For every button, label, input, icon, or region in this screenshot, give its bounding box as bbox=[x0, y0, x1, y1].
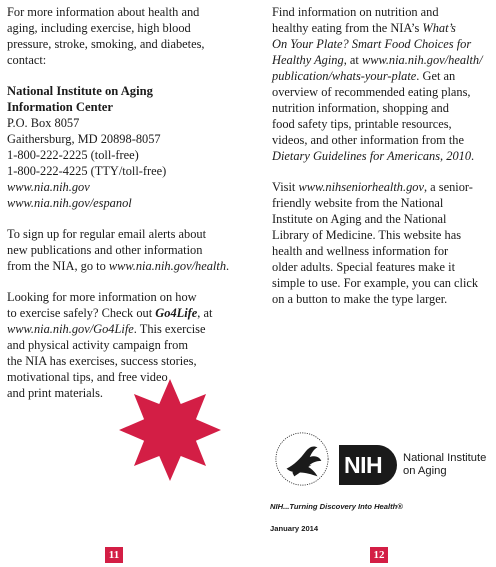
intro-line: pressure, stroke, smoking, and diabetes, bbox=[7, 37, 205, 51]
phone-tollfree: 1-800-222-2225 (toll-free) bbox=[7, 148, 139, 162]
nia-website-link[interactable]: www.nia.nih.gov bbox=[7, 180, 90, 194]
org-name: Information Center bbox=[7, 100, 113, 114]
food-line: overview of recommended eating plans, bbox=[272, 85, 471, 99]
hhs-seal-icon bbox=[273, 430, 331, 488]
food-line: healthy eating from the NIA’s bbox=[272, 21, 423, 35]
senior-line: on a button to make the type larger. bbox=[272, 292, 448, 306]
exercise-line: , at bbox=[197, 306, 213, 320]
alerts-line: To sign up for regular email alerts about bbox=[7, 227, 207, 241]
publication-title: On Your Plate? Smart Food Choices for bbox=[272, 37, 472, 51]
exercise-line: to exercise safely? Check out bbox=[7, 306, 156, 320]
go4life-name: Go4Life bbox=[155, 306, 198, 320]
nihseniorhealth-link[interactable]: www.nihseniorhealth.gov bbox=[298, 180, 424, 194]
publication-title: What’s bbox=[422, 21, 456, 35]
exercise-line: motivational tips, and free video bbox=[7, 370, 168, 384]
senior-line: health and wellness information for bbox=[272, 244, 449, 258]
senior-line: Visit bbox=[272, 180, 299, 194]
senior-line: friendly website from the National bbox=[272, 196, 444, 210]
nih-logo bbox=[339, 445, 397, 485]
senior-line: , a senior- bbox=[423, 180, 473, 194]
address-line: Gaithersburg, MD 20898-8057 bbox=[7, 132, 161, 146]
nia-spanish-link[interactable]: www.nia.nih.gov/espanol bbox=[7, 196, 132, 210]
address-line: P.O. Box 8057 bbox=[7, 116, 80, 130]
nih-logo-text: NIH bbox=[344, 452, 383, 478]
intro-paragraph bbox=[7, 4, 233, 68]
right-column-text bbox=[272, 4, 494, 322]
exercise-line: and physical activity campaign from bbox=[7, 338, 188, 352]
alerts-paragraph bbox=[7, 226, 233, 274]
red-star-icon bbox=[118, 378, 222, 482]
food-line: videos, and other information from the bbox=[272, 133, 465, 147]
food-line: , at bbox=[343, 53, 362, 67]
nia-name-line: National Institute bbox=[403, 452, 487, 464]
exercise-line: and print materials. bbox=[7, 386, 103, 400]
nih-tagline: NIH...Turning Discovery Into Health® bbox=[270, 502, 403, 511]
whats-your-plate-link[interactable]: www.nia.nih.gov/health/ bbox=[361, 53, 483, 67]
dietary-guidelines-title: Dietary Guidelines for Americans, 2010 bbox=[272, 149, 472, 163]
nia-name-line: on Aging bbox=[403, 465, 447, 477]
page-number: 12 bbox=[370, 547, 388, 563]
intro-line: aging, including exercise, high blood bbox=[7, 21, 191, 35]
senior-line: simple to use. For example, you can click bbox=[272, 276, 479, 290]
intro-line: For more information about health and bbox=[7, 5, 200, 19]
org-name: National Institute on Aging bbox=[7, 84, 153, 98]
go4life-link[interactable]: www.nia.nih.gov/Go4Life bbox=[7, 322, 134, 336]
nia-health-link[interactable]: www.nia.nih.gov/health bbox=[108, 259, 227, 273]
whats-your-plate-link[interactable]: publication/whats-your-plate bbox=[272, 69, 417, 83]
exercise-line: Looking for more information on how bbox=[7, 290, 197, 304]
publication-title: Healthy Aging bbox=[272, 53, 344, 67]
exercise-line: the NIA has exercises, success stories, bbox=[7, 354, 197, 368]
punctuation: . bbox=[471, 149, 475, 163]
food-line: Find information on nutrition and bbox=[272, 5, 439, 19]
alerts-line: from the NIA, go to bbox=[7, 259, 109, 273]
food-line: food safety tips, printable resources, bbox=[272, 117, 452, 131]
left-column-text bbox=[7, 4, 233, 416]
alerts-line: new publications and other information bbox=[7, 243, 203, 257]
intro-line: contact: bbox=[7, 53, 47, 67]
senior-line: older adults. Special features make it bbox=[272, 260, 456, 274]
page-number: 11 bbox=[105, 547, 123, 563]
right-page bbox=[248, 0, 496, 567]
food-line: nutrition information, shopping and bbox=[272, 101, 449, 115]
nia-logo-text bbox=[403, 452, 496, 478]
exercise-line: . This exercise bbox=[133, 322, 206, 336]
food-line: . Get an bbox=[416, 69, 456, 83]
senior-line: Library of Medicine. This website has bbox=[272, 228, 462, 242]
publication-date: January 2014 bbox=[270, 524, 319, 533]
senior-line: Institute on Aging and the National bbox=[272, 212, 447, 226]
food-paragraph bbox=[272, 4, 494, 164]
punctuation: . bbox=[226, 259, 230, 273]
phone-tty: 1-800-222-4225 (TTY/toll-free) bbox=[7, 164, 167, 178]
contact-block bbox=[7, 83, 233, 211]
senior-health-paragraph bbox=[272, 179, 494, 307]
